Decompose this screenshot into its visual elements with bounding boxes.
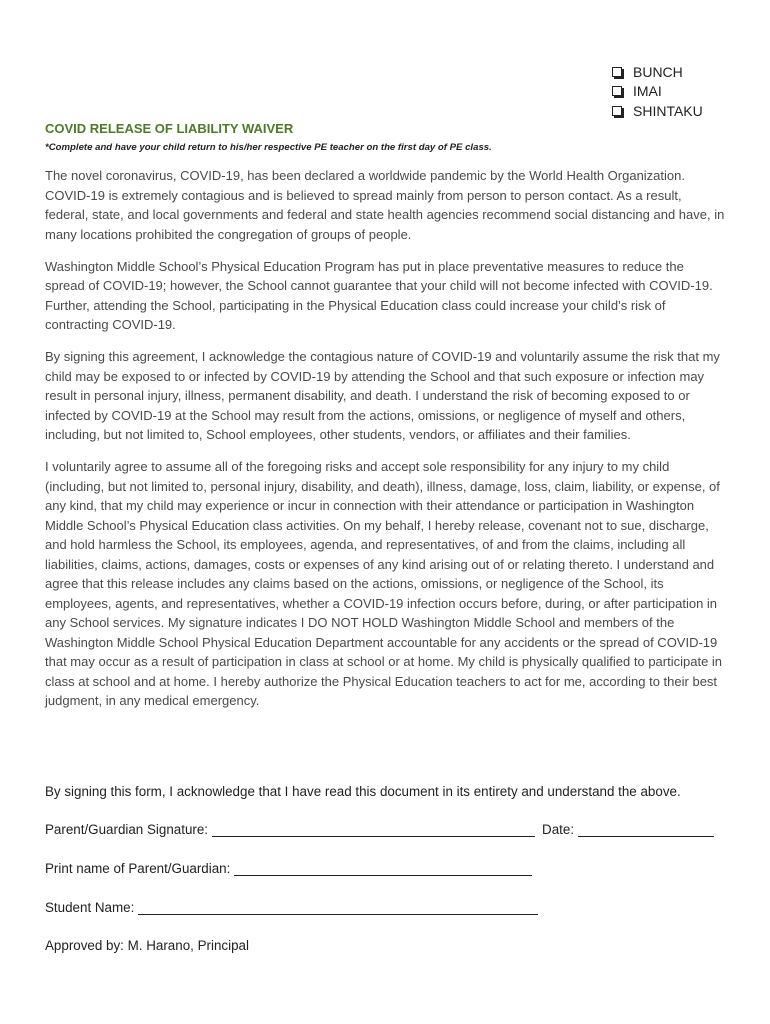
document-title: COVID RELEASE OF LIABILITY WAIVER (45, 121, 294, 136)
teacher-label: BUNCH (633, 63, 683, 80)
student-name-row (45, 900, 538, 915)
teacher-checklist (612, 62, 703, 121)
checkbox-icon[interactable] (612, 67, 622, 77)
paragraph-release: I voluntarily agree to assume all of the foregoing risks and accept sole responsibility for any injury to my child (including, but not limited to, personal injury, disability, and death), illness, damage, loss, claim, liability, or expense, of any kind, that my child may experience or incur in connection with their attendance or participation in Washington Middle School’s Physical Education class activities. On my behalf, I hereby release, covenant not to sue, discharge, and hold harmless the School, its employees, agenda, and representatives, of and from the claims, including all liabilities, claims, actions, damages, costs or expenses of any kind arising out of or relating thereto. I understand and agree that this release includes any claims based on the actions, omissions, or negligence of the School, its employees, agents, and representatives, whether a COVID-19 infection occurs before, during, or after participation in any School services. My signature indicates I DO NOT HOLD Washington Middle School and members of the Washington Middle School Physical Education Department accountable for any accidents or the spread of COVID-19 that may occur as a result of participation in class at school or at home. My child is physically qualified to participate in class at school and at home. I hereby authorize the Physical Education teachers to act for me, according to their best judgment, in any medical emergency. (45, 459, 723, 708)
waiver-body (45, 166, 725, 723)
instructions-note: *Complete and have your child return to his/her respective PE teacher on the first day of PE class. (45, 142, 492, 153)
date-label: Date: (542, 822, 575, 837)
acknowledgement-text: By signing this form, I acknowledge that I have read this document in its entirety and understand the above. (45, 784, 681, 799)
student-name-label: Student Name: (45, 900, 135, 915)
date-field[interactable] (578, 822, 714, 837)
signature-row (45, 822, 714, 837)
teacher-label: IMAI (633, 83, 662, 100)
signature-field[interactable] (212, 822, 535, 837)
paragraph-pandemic: The novel coronavirus, COVID-19, has been declared a worldwide pandemic by the World Health Organization. COVID-19 is extremely contagious and is believed to spread mainly from person to person contact. As a result, federal, state, and local governments and federal and state health agencies recommend social distancing and have, in many locations prohibited the congregation of groups of people. (45, 168, 725, 242)
teacher-option-shintaku[interactable] (612, 101, 703, 121)
print-name-field[interactable] (234, 861, 532, 876)
paragraph-risk-acknowledgement: By signing this agreement, I acknowledge the contagious nature of COVID-19 and voluntarily assume the risk that my child may be exposed to or infected by COVID-19 by attending the School and that such exposure or infection may result in personal injury, illness, permanent disability, and death. I understand the risk of becoming exposed to or infected by COVID-19 at the School may result from the actions, omissions, or negligence of myself and others, including, but not limited to, School employees, other students, vendors, or affiliates and their families. (45, 349, 720, 442)
signature-label: Parent/Guardian Signature: (45, 822, 209, 837)
paragraph-prevention: Washington Middle School’s Physical Education Program has put in place preventative measures to reduce the spread of COVID-19; however, the School cannot guarantee that your child will not become infected with COVID-19. Further, attending the School, participating in the Physical Education class could increase your child’s risk of contracting COVID-19. (45, 258, 713, 332)
print-name-label: Print name of Parent/Guardian: (45, 861, 231, 876)
checkbox-icon[interactable] (612, 86, 622, 96)
approved-by: Approved by: M. Harano, Principal (45, 938, 249, 953)
student-name-field[interactable] (138, 900, 538, 915)
teacher-label: SHINTAKU (633, 102, 703, 119)
teacher-option-bunch[interactable] (612, 62, 703, 82)
print-name-row (45, 861, 532, 876)
teacher-option-imai[interactable] (612, 82, 703, 102)
checkbox-icon[interactable] (612, 106, 622, 116)
